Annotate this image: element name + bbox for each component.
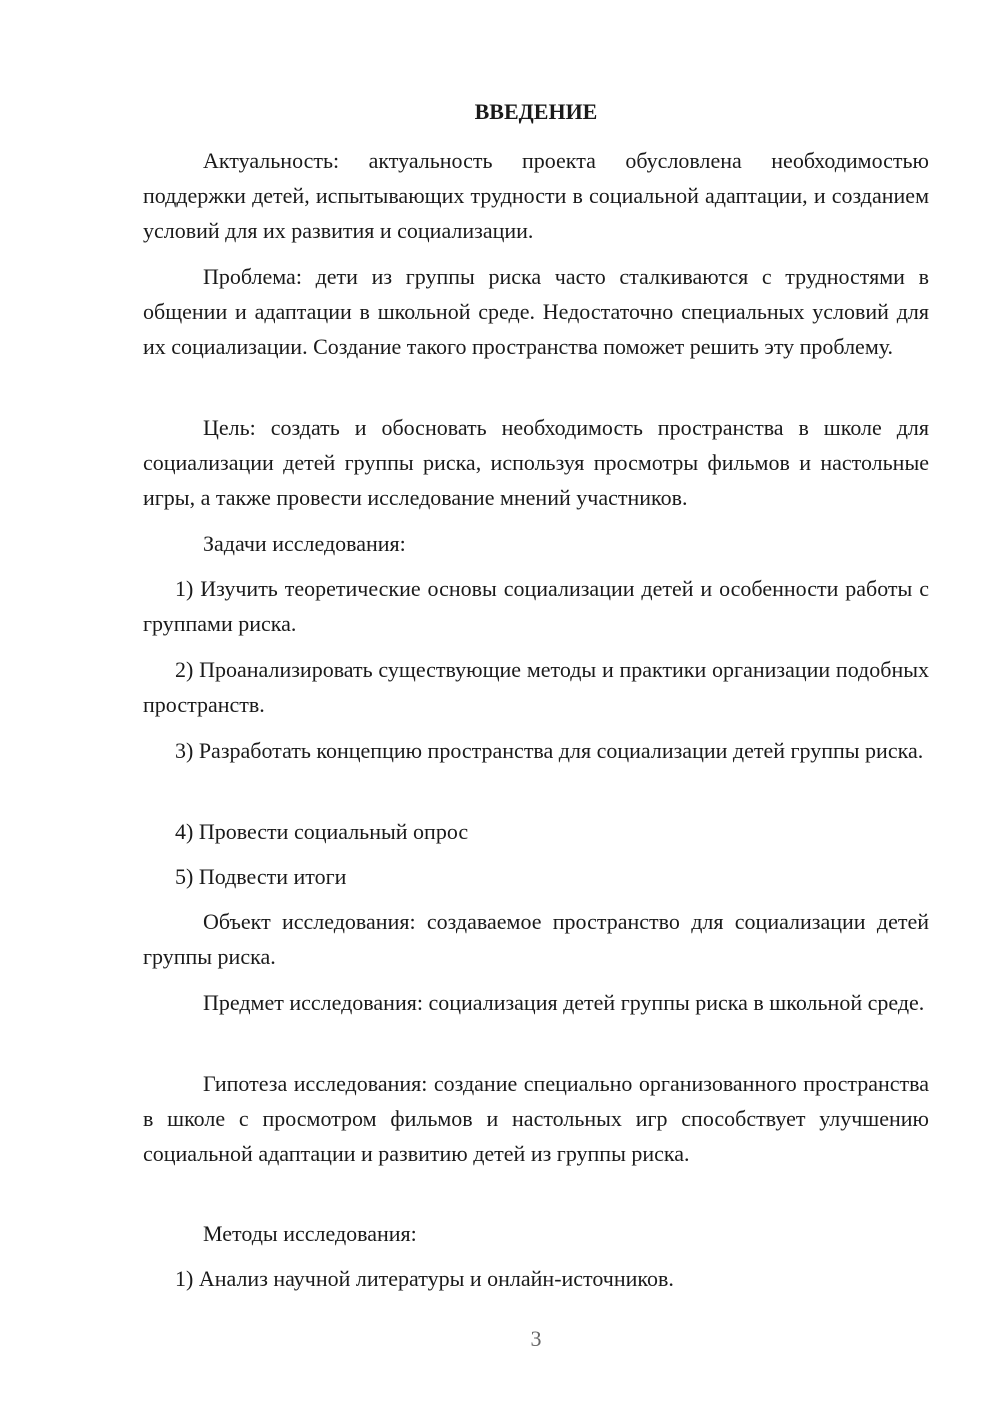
page-title: ВВЕДЕНИЕ [474,99,598,124]
paragraph-goal: Цель: создать и обосновать необходимость пространства в школе для социализации детей группы риска, используя просмотры фильмов и настольные игры, а также провести исследование мнений участников. [143,415,929,510]
paragraph-tasks-heading: Задачи исследования: [203,531,406,556]
list-item-task-2: 2) Проанализировать существующие методы и практики организации подобных пространств. [143,657,929,717]
list-item-method-1: 1) Анализ научной литературы и онлайн-источников. [175,1266,674,1291]
paragraph-methods-heading: Методы исследования: [203,1221,417,1246]
paragraph-hypothesis: Гипотеза исследования: создание специально организованного пространства в школе с просмотром фильмов и настольных игр способствует улучшению социальной адаптации и развитию детей из группы риска. [143,1071,929,1166]
page-number: 3 [530,1326,542,1351]
list-item-task-1: 1) Изучить теоретические основы социализации детей и особенности работы с группами риска. [143,576,929,636]
paragraph-object: Объект исследования: создаваемое пространство для социализации детей группы риска. [143,909,929,969]
paragraph-subject: Предмет исследования: социализация детей группы риска в школьной среде. [203,990,925,1015]
paragraph-problem: Проблема: дети из группы риска часто сталкиваются с трудностями в общении и адаптации в школьной среде. Недостаточно специальных условий для их социализации. Создание такого пространства поможет решить эту проблему. [143,264,929,359]
list-item-task-5: 5) Подвести итоги [175,864,347,889]
list-item-task-3: 3) Разработать концепцию пространства для социализации детей группы риска. [175,738,924,763]
list-item-task-4: 4) Провести социальный опрос [175,819,469,844]
paragraph-relevance: Актуальность: актуальность проекта обусловлена необходимостью поддержки детей, испытывающих трудности в социальной адаптации, и созданием условий для их развития и социализации. [143,148,929,243]
